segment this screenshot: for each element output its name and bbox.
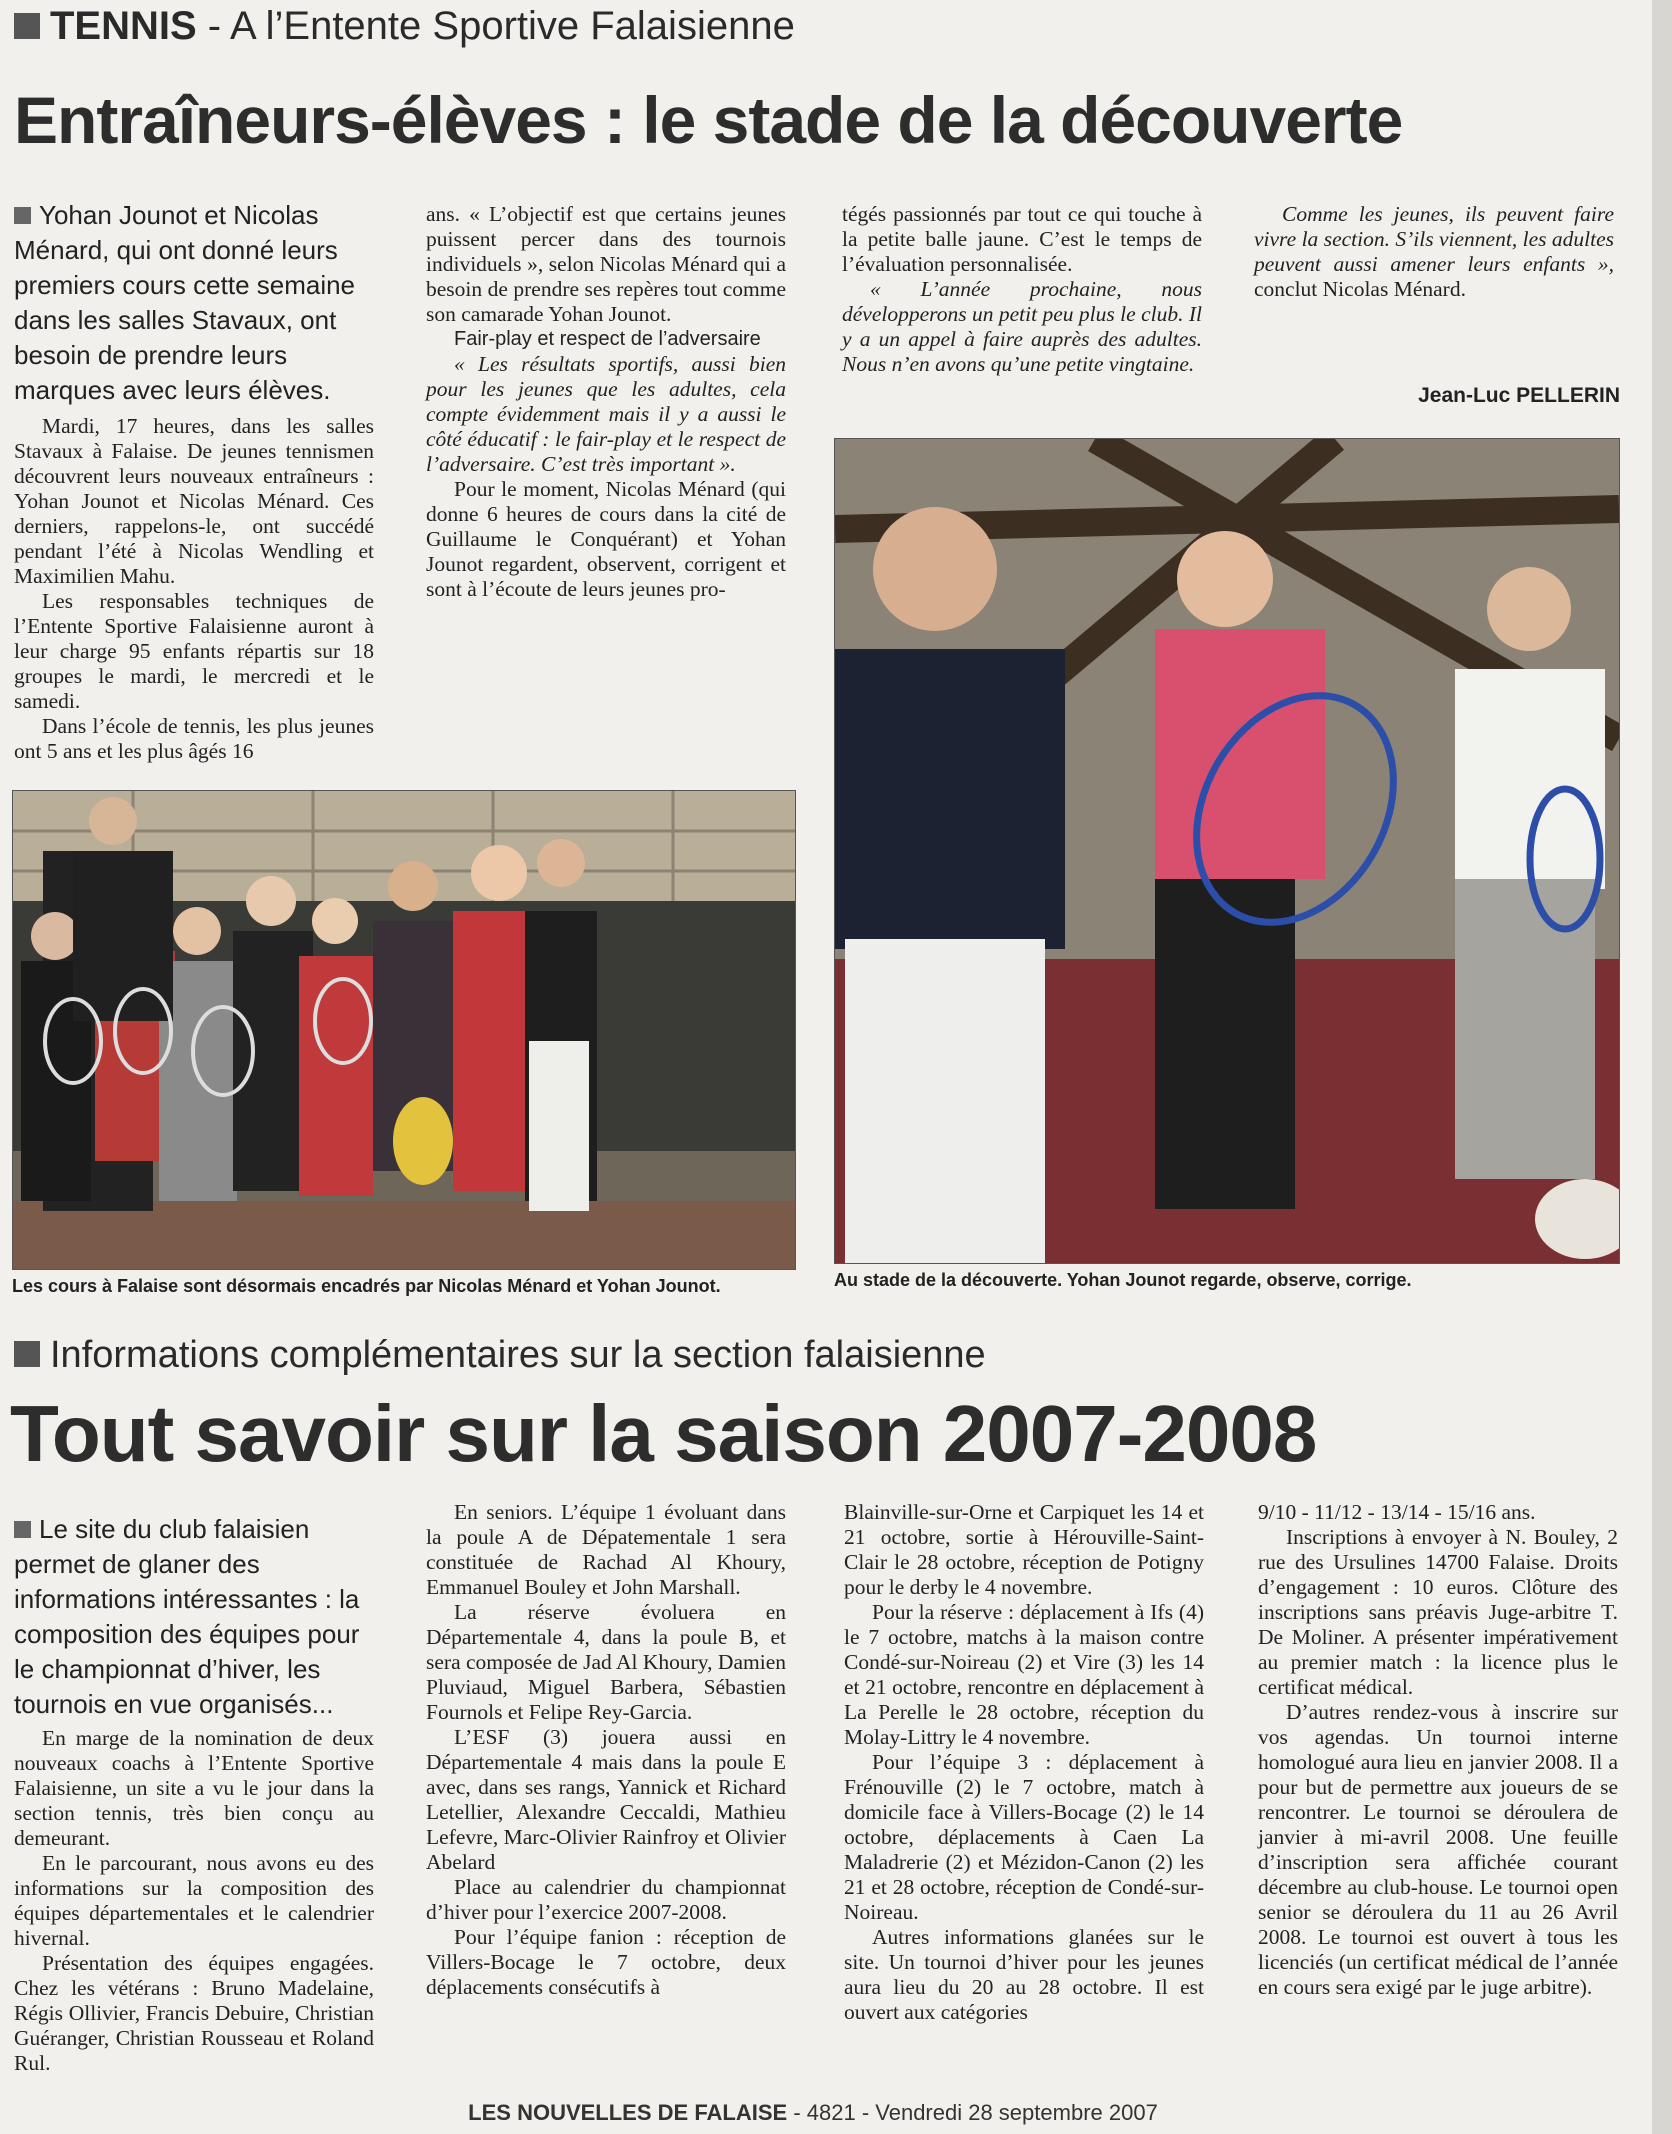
quote-paragraph: « Les résultats sportifs, aussi bien pour les jeunes que les adultes, cela compte évidemment mais il y a aussi le côté éducatif : le fair-play et le respect de l’adversaire. C’est très important ». (426, 352, 786, 476)
paragraph: tégés passionnés par tout ce qui touche à la petite balle jaune. C’est le temps de l’évaluation personnalisée. (842, 202, 1202, 276)
article1-column-3 (842, 202, 1202, 377)
paragraph: D’autres rendez-vous à inscrire sur vos agendas. Un tournoi interne homologué aura lieu en janvier 2008. Il a pour but de permettre aux joueurs de se rencontrer. Le tournoi se déroulera de janvier à mi-avril 2008. Une feuille d’inscription sera affichée courant décembre au club-house. Le tournoi open senior se déroulera du 11 au 26 Avril 2008. Le tournoi est ouvert à tous les licenciés (un certificat médical de l’année en cours sera exigé par le juge arbitre). (1258, 1700, 1618, 1999)
quote-text: Comme les jeunes, ils peuvent faire vivre la section. S’ils viennent, les adultes peuvent aussi amener leurs enfants », (1254, 202, 1614, 276)
paragraph: Place au calendrier du championnat d’hiver pour l’exercice 2007-2008. (426, 1875, 786, 1924)
article2-kicker-text: Informations complémentaires sur la section falaisienne (50, 1334, 986, 1376)
paragraph: Pour le moment, Nicolas Ménard (qui donne 6 heures de cours dans la cité de Guillaume le Conquérant) et Yohan Jounot regardent, observent, corrigent et sont à l’écoute de leurs jeunes pro- (426, 477, 786, 601)
article1-lead-text: Yohan Jounot et Nicolas Ménard, qui ont donné leurs premiers cours cette semaine dans les salles Stavaux, ont besoin de prendre leurs marques avec leurs élèves. (14, 200, 356, 405)
coach-photo (834, 438, 1620, 1264)
article2-column-1 (14, 1726, 374, 2076)
paragraph: Blainville-sur-Orne et Carpiquet les 14 et 21 octobre, sortie à Hérouville-Saint-Clair le 28 octobre, réception de Potigny pour le derby le 4 novembre. (844, 1500, 1204, 1599)
paragraph: Pour l’équipe 3 : déplacement à Frénouville (2) le 7 octobre, match à domicile face à Villers-Bocage (2) le 14 octobre, déplacements à Caen La Maladrerie (2) et Mézidon-Canon (2) les 21 et 28 octobre, réception de Condé-sur-Noireau. (844, 1750, 1204, 1924)
paragraph: En marge de la nomination de deux nouveaux coachs à l’Entente Sportive Falaisienne, un site a vu le jour dans la section tennis, très bien conçu au demeurant. (14, 1726, 374, 1850)
group-photo-image (13, 791, 795, 1269)
page-edge (1652, 0, 1672, 2134)
paragraph-end: conclut Nicolas Ménard. (1254, 277, 1466, 301)
section-subtitle: - A l’Entente Sportive Falaisienne (196, 4, 795, 48)
article2-lead (14, 1512, 374, 1722)
coach-photo-image (835, 439, 1619, 1263)
article2-kicker (14, 1334, 986, 1377)
paragraph: La réserve évoluera en Départementale 4, dans la poule B, et sera composée de Jad Al Khoury, Damien Pluviaud, Miguel Barbera, Sébastien Fournols et Felipe Rey-Garcia. (426, 1600, 786, 1724)
article1-column-2 (426, 202, 786, 602)
issue-info: - 4821 - Vendredi 28 septembre 2007 (787, 2100, 1158, 2125)
lead-square-icon (14, 207, 31, 224)
paragraph: L’ESF (3) jouera aussi en Départementale 4 mais dans la poule E avec, dans ses rangs, Yannick et Richard Letellier, Alexandre Ceccaldi, Mathieu Lefevre, Marc-Olivier Rainfroy et Olivier Abelard (426, 1725, 786, 1874)
kicker-square-icon (14, 1341, 40, 1367)
section-name: TENNIS (50, 4, 197, 48)
article1-column-1 (14, 414, 374, 764)
paragraph: ans. « L’objectif est que certains jeunes puissent percer dans des tournois individuels », selon Nicolas Ménard qui a besoin de prendre ses repères tout comme son camarade Yohan Jounot. (426, 202, 786, 326)
photo-caption-left: Les cours à Falaise sont désormais encadrés par Nicolas Ménard et Yohan Jounot. (12, 1276, 721, 1296)
paragraph: Pour l’équipe fanion : réception de Villers-Bocage le 7 octobre, deux déplacements consécutifs à (426, 1925, 786, 1999)
article1-headline: Entraîneurs-élèves : le stade de la découverte (14, 83, 1403, 157)
lead-square-icon (14, 1521, 31, 1538)
kicker-square-icon (14, 13, 40, 39)
photo-caption-right: Au stade de la découverte. Yohan Jounot regarde, observe, corrige. (834, 1270, 1412, 1290)
article1-subhead: Fair-play et respect de l’adversaire (454, 328, 761, 350)
article2-headline: Tout savoir sur la saison 2007-2008 (10, 1389, 1317, 1478)
article1-kicker (14, 4, 795, 49)
paragraph: Autres informations glanées sur le site. Un tournoi d’hiver pour les jeunes aura lieu du 20 au 28 octobre. Il est ouvert aux catégories (844, 1925, 1204, 2024)
paragraph: Dans l’école de tennis, les plus jeunes ont 5 ans et les plus âgés 16 (14, 714, 374, 763)
article1-column-4 (1254, 202, 1614, 302)
paragraph: Présentation des équipes engagées. Chez les vétérans : Bruno Madelaine, Régis Ollivier, Francis Debuire, Christian Guéranger, Christian Rousseau et Roland Rul. (14, 1951, 374, 2075)
paragraph: En le parcourant, nous avons eu des informations sur la composition des équipes départementales et le calendrier hivernal. (14, 1851, 374, 1950)
group-photo (12, 790, 796, 1270)
newspaper-name: LES NOUVELLES DE FALAISE (468, 2100, 788, 2125)
article2-lead-text: Le site du club falaisien permet de glaner des informations intéressantes : la composition des équipes pour le championnat d’hiver, les tournois en vue organisés... (14, 1514, 360, 1719)
byline: Jean-Luc PELLERIN (1418, 384, 1620, 407)
paragraph: Les responsables techniques de l’Entente Sportive Falaisienne auront à leur charge 95 enfants répartis sur 18 groupes le mardi, le mercredi et le samedi. (14, 589, 374, 713)
paragraph: Pour la réserve : déplacement à Ifs (4) le 7 octobre, matchs à la maison contre Condé-sur-Noireau (2) et Vire (3) les 14 et 21 octobre, rencontre en déplacement à La Perelle le 28 octobre, réception du Molay-Littry le 4 novembre. (844, 1600, 1204, 1749)
paragraph: 9/10 - 11/12 - 13/14 - 15/16 ans. (1258, 1500, 1536, 1524)
page-footer (14, 2100, 1612, 2126)
article1-lead (14, 198, 374, 408)
paragraph: Mardi, 17 heures, dans les salles Stavaux à Falaise. De jeunes tennismen découvrent leurs nouveaux entraîneurs : Yohan Jounot et Nicolas Ménard. Ces derniers, rappelons-le, ont succédé pendant l’été à Nicolas Wendling et Maximilien Mahu. (14, 414, 374, 588)
paragraph: Inscriptions à envoyer à N. Bouley, 2 rue des Ursulines 14700 Falaise. Droits d’engagement : 10 euros. Clôture des inscriptions sans préavis Juge-arbitre T. De Moliner. A présenter impérativement au premier match : la licence plus le certificat médical. (1258, 1525, 1618, 1699)
paragraph: En seniors. L’équipe 1 évoluant dans la poule A de Dépatementale 1 sera constituée de Rachad Al Khoury, Emmanuel Bouley et John Marshall. (426, 1500, 786, 1599)
quote-paragraph: « L’année prochaine, nous développerons un petit peu plus le club. Il y a un appel à faire auprès des adultes. Nous n’en avons qu’une petite vingtaine. (842, 277, 1202, 376)
article2-column-2 (426, 1500, 786, 2000)
article2-column-4 (1258, 1500, 1618, 2000)
article2-column-3 (844, 1500, 1204, 2025)
